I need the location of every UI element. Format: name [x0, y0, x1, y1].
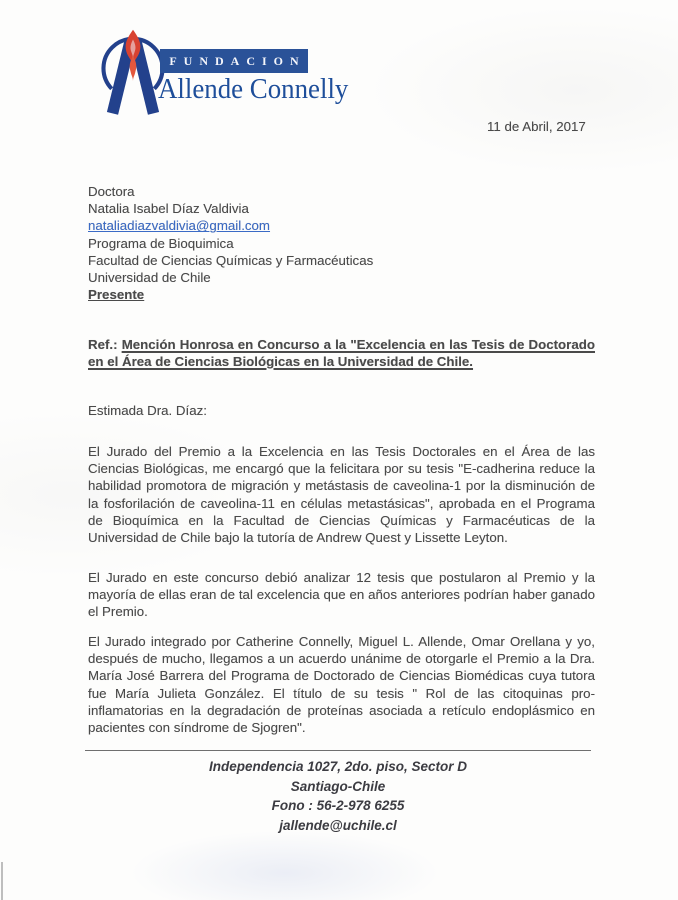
recipient-title: Doctora — [88, 184, 135, 199]
organization-name: Allende Connelly — [158, 74, 349, 105]
recipient-university: Universidad de Chile — [88, 270, 211, 286]
footer-phone: Fono : 56-2-978 6255 — [271, 798, 405, 813]
recipient-faculty: Facultad de Ciencias Químicas y Farmacéuticas — [88, 252, 374, 268]
fundacion-banner — [160, 49, 308, 73]
reference-label: Ref.: — [88, 337, 118, 352]
footer-email: jallende@uchile.cl — [279, 817, 397, 833]
presente-label: Presente — [88, 287, 145, 303]
body-paragraph-3: El Jurado integrado por Catherine Connelly, Miguel L. Allende, Omar Orellana y yo, después de mucho, llegamos a un acuerdo unánime de otorgarle el Premio a la Dra. María José Barrera del Programa de Doctorado de Ciencias Biomédicas cuya tutora fue María Julieta González. El título de su tesis " Rol de las citoquinas pro-inflamatorias en la degradación de proteínas asociada a retículo endoplásmico en pacientes con síndrome de Sjogren". — [88, 634, 595, 736]
salutation: Estimada Dra. Díaz: — [88, 403, 207, 418]
recipient-email-link[interactable]: nataliadiazvaldivia@gmail.com — [88, 218, 271, 234]
fundacion-banner-text: FUNDACION — [169, 53, 306, 68]
reference-text: Mención Honrosa en Concurso a la "Excelencia en las Tesis de Doctorado en el Área de Ciencias Biológicas en la Universidad de Chile. — [88, 337, 595, 370]
recipient-program: Programa de Bioquimica — [88, 235, 234, 251]
letter-date: 11 de Abril, 2017 — [487, 119, 586, 134]
recipient-name: Natalia Isabel Díaz Valdivia — [88, 201, 249, 217]
footer-address: Independencia 1027, 2do. piso, Sector D — [208, 759, 468, 774]
reference-line — [88, 336, 595, 370]
footer-city: Santiago-Chile — [290, 778, 386, 794]
letter-footer — [85, 750, 591, 835]
scan-artifact — [1, 862, 3, 900]
body-paragraph-1: El Jurado del Premio a la Excelencia en las Tesis Doctorales en el Área de las Ciencias Biológicas, me encargó que la felicitara por su tesis "E-cadherina reduce la habilidad promotora de migración y metástasis de caveolina-1 por la disminución de la fosforilación de caveolina-11 en células metastásicas", aprobada en el Programa de Bioquímica en la Facultad de Ciencias Químicas y Farmacéuticas de la Universidad de Chile bajo la tutoría de Andrew Quest y Lissette Leyton. — [88, 444, 595, 546]
body-paragraph-2: El Jurado en este concurso debió analizar 12 tesis que postularon al Premio y la mayoría de ellas eran de tal excelencia que en años anteriores podrían haber ganado el Premio. — [88, 570, 595, 620]
letterhead-logo — [92, 26, 352, 118]
recipient-block — [88, 183, 373, 303]
